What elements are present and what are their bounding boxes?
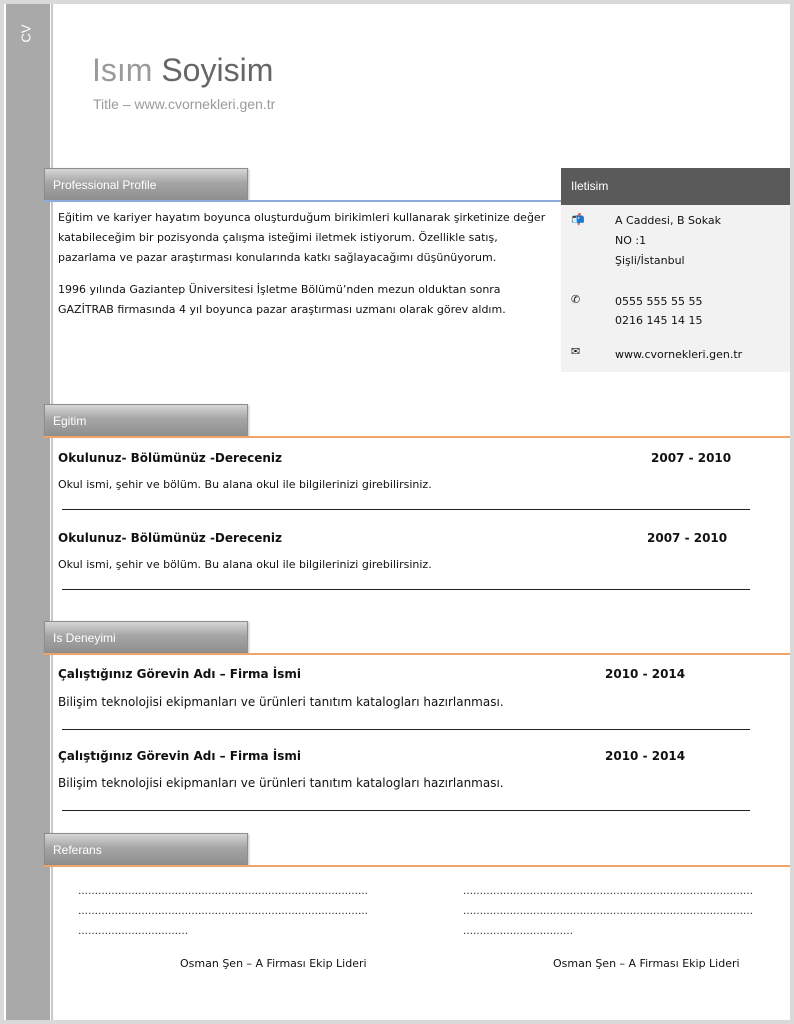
education-entry-2-title: Okulunuz- Bölümünüz -Dereceniz	[58, 531, 282, 545]
education-divider-2	[62, 589, 750, 590]
reference-2-dots-1: ……………………………………………………………………………	[463, 886, 753, 897]
experience-entry-1-years: 2010 - 2014	[605, 667, 686, 681]
reference-2-dots-3: ……………………………	[463, 926, 573, 937]
experience-rule	[44, 653, 790, 655]
references-rule	[44, 865, 790, 867]
contact-box	[561, 205, 790, 372]
experience-entry-2-desc: Bilişim teknolojisi ekipmanları ve ürünleri tanıtım katalogları hazırlanması.	[58, 776, 504, 790]
education-entry-1-title: Okulunuz- Bölümünüz -Dereceniz	[58, 451, 282, 465]
reference-1-dots-2: ……………………………………………………………………………	[78, 906, 368, 917]
mailbox-icon: 📬	[571, 213, 585, 226]
education-entry-2-desc: Okul ismi, şehir ve bölüm. Bu alana okul ile bilgilerinizi girebilirsiniz.	[58, 558, 432, 571]
profile-rule	[44, 200, 562, 202]
cv-side-label: CV	[18, 24, 34, 43]
experience-entry-2-years: 2010 - 2014	[605, 749, 686, 763]
first-name: Isım	[92, 52, 153, 88]
left-sidebar-bar	[6, 4, 50, 1020]
reference-2-dots-2: ……………………………………………………………………………	[463, 906, 753, 917]
experience-entry-2-title: Çalıştığınız Görevin Adı – Firma İsmi	[58, 749, 302, 763]
phone-2: 0216 145 14 15	[615, 314, 703, 327]
sidebar-divider	[51, 4, 53, 1020]
experience-divider-1	[62, 729, 750, 730]
experience-entry-1-desc: Bilişim teknolojisi ekipmanları ve ürünleri tanıtım katalogları hazırlanması.	[58, 695, 504, 709]
education-divider-1	[62, 509, 750, 510]
reference-2-name: Osman Şen – A Firması Ekip Lideri	[553, 957, 740, 970]
phone-1: 0555 555 55 55	[615, 295, 703, 308]
address-line-3: Şişli/İstanbul	[615, 254, 685, 267]
section-tab-profile: Professional Profile	[44, 168, 248, 200]
section-tab-experience: Is Deneyimi	[44, 621, 248, 653]
reference-1-dots-3: ……………………………	[78, 926, 188, 937]
experience-divider-2	[62, 810, 750, 811]
phone-icon: ✆	[571, 293, 581, 306]
profile-paragraph-2: 1996 yılında Gaziantep Üniversitesi İşletme Bölümü’nden mezun olduktan sonra GAZİTRAB firmasında 4 yıl boyunca pazar araştırması uzmanı olarak görev aldım.	[58, 283, 506, 316]
experience-entry-1-title: Çalıştığınız Görevin Adı – Firma İsmi	[58, 667, 302, 681]
address-line-1: A Caddesi, B Sokak	[615, 214, 721, 227]
website-link[interactable]: www.cvornekleri.gen.tr	[615, 348, 743, 361]
mail-icon: ✉	[571, 345, 581, 358]
last-name: Soyisim	[161, 52, 274, 88]
address-line-2: NO :1	[615, 234, 647, 247]
education-entry-1-desc: Okul ismi, şehir ve bölüm. Bu alana okul ile bilgilerinizi girebilirsiniz.	[58, 478, 432, 491]
section-tab-education: Egitim	[44, 404, 248, 436]
education-rule	[44, 436, 790, 438]
education-entry-1-years: 2007 - 2010	[651, 451, 732, 465]
profile-paragraph-1: Eğitim ve kariyer hayatım boyunca oluşturduğum birikimleri kullanarak şirketinize değer katabileceğim bir pozisyonda çalışma isteğimi iletmek istiyorum. Özellikle satış, pazarlama ve pazar araştırması konularında katkı sağlayacağımı düşünüyorum.	[58, 211, 546, 264]
section-tab-references: Referans	[44, 833, 248, 865]
full-name	[92, 52, 273, 89]
cv-page	[4, 4, 790, 1020]
reference-1-dots-1: ……………………………………………………………………………	[78, 886, 368, 897]
contact-heading: Iletisim	[561, 168, 790, 205]
education-entry-2-years: 2007 - 2010	[647, 531, 728, 545]
reference-1-name: Osman Şen – A Firması Ekip Lideri	[180, 957, 367, 970]
job-title: Title – www.cvornekleri.gen.tr	[93, 96, 276, 112]
